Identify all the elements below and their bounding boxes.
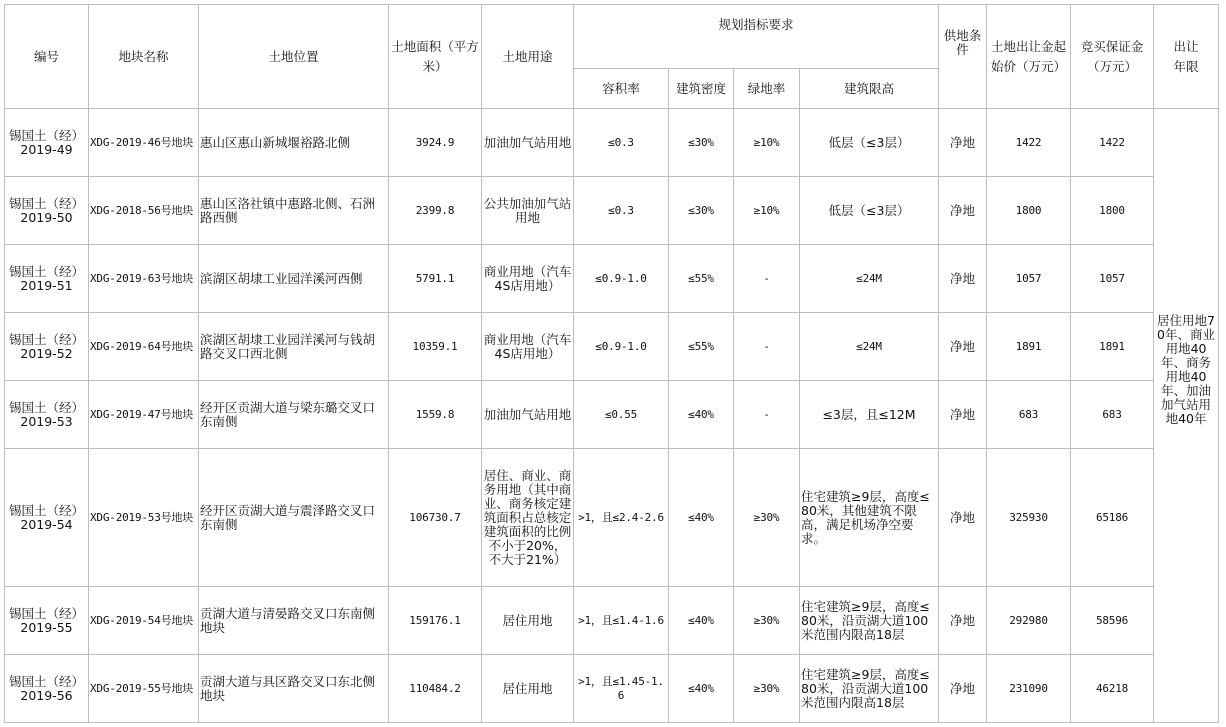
cell-use: 居住、商业、商务用地（其中商业、商务核定建筑面积占总核定建筑面积的比例不小于20%，不大于21%）: [482, 449, 574, 587]
cell-far: >1，且≤2.4-2.6: [574, 449, 669, 587]
cell-deposit: 58596: [1071, 587, 1154, 655]
cell-price: 1057: [987, 245, 1071, 313]
cell-id: 锡国土（经）2019-54: [5, 449, 89, 587]
cell-use: 商业用地（汽车4S店用地）: [482, 245, 574, 313]
table-row: [5, 655, 1219, 723]
cell-location: 贡湖大道与具区路交叉口东北侧地块: [199, 655, 389, 723]
cell-name: XDG-2018-56号地块: [89, 177, 199, 245]
cell-far: ≤0.9-1.0: [574, 245, 669, 313]
cell-deposit: 1057: [1071, 245, 1154, 313]
table-row: [5, 313, 1219, 381]
cell-height: 住宅建筑≥9层，高度≤80米，其他建筑不限高，满足机场净空要求。: [800, 449, 939, 587]
header-planning: 规划指标要求: [574, 5, 939, 69]
cell-name: XDG-2019-53号地块: [89, 449, 199, 587]
cell-deposit: 1891: [1071, 313, 1154, 381]
cell-height: 住宅建筑≥9层，高度≤80米，沿贡湖大道100米范围内限高18层: [800, 587, 939, 655]
cell-far: >1，且≤1.4-1.6: [574, 587, 669, 655]
cell-density: ≤40%: [669, 655, 734, 723]
header-term: 出让年限: [1154, 5, 1219, 109]
cell-use: 公共加油加气站用地: [482, 177, 574, 245]
table-row: [5, 245, 1219, 313]
header-height: 建筑限高: [800, 69, 939, 109]
cell-supply: 净地: [939, 381, 987, 449]
cell-area: 159176.1: [389, 587, 482, 655]
cell-green: ≥30%: [734, 449, 800, 587]
header-id: 编号: [5, 5, 89, 109]
cell-area: 10359.1: [389, 313, 482, 381]
header-name: 地块名称: [89, 5, 199, 109]
cell-deposit: 1800: [1071, 177, 1154, 245]
header-density: 建筑密度: [669, 69, 734, 109]
cell-density: ≤55%: [669, 245, 734, 313]
cell-id: 锡国土（经）2019-56: [5, 655, 89, 723]
cell-name: XDG-2019-47号地块: [89, 381, 199, 449]
header-use: 土地用途: [482, 5, 574, 109]
cell-location: 滨湖区胡埭工业园洋溪河西侧: [199, 245, 389, 313]
header-supply: 供地条件: [939, 5, 987, 109]
cell-height: ≤24M: [800, 313, 939, 381]
cell-height: 低层（≤3层）: [800, 177, 939, 245]
cell-id: 锡国土（经）2019-49: [5, 109, 89, 177]
cell-far: ≤0.3: [574, 177, 669, 245]
land-auction-table: [4, 4, 1219, 723]
cell-supply: 净地: [939, 587, 987, 655]
header-price: 土地出让金起始价（万元）: [987, 5, 1071, 109]
cell-price: 1422: [987, 109, 1071, 177]
cell-supply: 净地: [939, 449, 987, 587]
cell-density: ≤30%: [669, 177, 734, 245]
header-deposit: 竞买保证金（万元）: [1071, 5, 1154, 109]
cell-density: ≤30%: [669, 109, 734, 177]
cell-price: 1891: [987, 313, 1071, 381]
cell-name: XDG-2019-63号地块: [89, 245, 199, 313]
cell-height: 住宅建筑≥9层，高度≤80米，沿贡湖大道100米范围内限高18层: [800, 655, 939, 723]
cell-far: ≤0.3: [574, 109, 669, 177]
cell-name: XDG-2019-55号地块: [89, 655, 199, 723]
cell-green: ≥10%: [734, 177, 800, 245]
table-row: [5, 177, 1219, 245]
cell-green: -: [734, 313, 800, 381]
header-far: 容积率: [574, 69, 669, 109]
header-location: 土地位置: [199, 5, 389, 109]
header-green: 绿地率: [734, 69, 800, 109]
cell-use: 居住用地: [482, 655, 574, 723]
cell-supply: 净地: [939, 655, 987, 723]
cell-location: 惠山区惠山新城堰裕路北侧: [199, 109, 389, 177]
cell-green: -: [734, 381, 800, 449]
cell-green: ≥30%: [734, 587, 800, 655]
cell-green: ≥30%: [734, 655, 800, 723]
cell-location: 滨湖区胡埭工业园洋溪河与钱胡路交叉口西北侧: [199, 313, 389, 381]
cell-density: ≤55%: [669, 313, 734, 381]
cell-area: 1559.8: [389, 381, 482, 449]
cell-price: 292980: [987, 587, 1071, 655]
cell-price: 1800: [987, 177, 1071, 245]
cell-term: 居住用地70年、商业用地40年、商务用地40年、加油加气站用地40年: [1154, 109, 1219, 723]
cell-height: ≤3层，且≤12M: [800, 381, 939, 449]
table-row: [5, 587, 1219, 655]
cell-area: 5791.1: [389, 245, 482, 313]
cell-area: 3924.9: [389, 109, 482, 177]
cell-deposit: 1422: [1071, 109, 1154, 177]
cell-location: 贡湖大道与清晏路交叉口东南侧地块: [199, 587, 389, 655]
cell-density: ≤40%: [669, 381, 734, 449]
cell-height: 低层（≤3层）: [800, 109, 939, 177]
table-row: [5, 381, 1219, 449]
cell-deposit: 46218: [1071, 655, 1154, 723]
cell-supply: 净地: [939, 177, 987, 245]
cell-far: >1，且≤1.45-1.6: [574, 655, 669, 723]
cell-id: 锡国土（经）2019-50: [5, 177, 89, 245]
cell-id: 锡国土（经）2019-55: [5, 587, 89, 655]
cell-area: 106730.7: [389, 449, 482, 587]
cell-area: 2399.8: [389, 177, 482, 245]
cell-density: ≤40%: [669, 449, 734, 587]
cell-use: 商业用地（汽车4S店用地）: [482, 313, 574, 381]
cell-supply: 净地: [939, 313, 987, 381]
cell-price: 231090: [987, 655, 1071, 723]
cell-green: -: [734, 245, 800, 313]
cell-name: XDG-2019-46号地块: [89, 109, 199, 177]
cell-density: ≤40%: [669, 587, 734, 655]
cell-far: ≤0.55: [574, 381, 669, 449]
cell-use: 加油加气站用地: [482, 109, 574, 177]
cell-use: 加油加气站用地: [482, 381, 574, 449]
cell-supply: 净地: [939, 245, 987, 313]
cell-id: 锡国土（经）2019-51: [5, 245, 89, 313]
cell-price: 683: [987, 381, 1071, 449]
cell-id: 锡国土（经）2019-52: [5, 313, 89, 381]
cell-name: XDG-2019-54号地块: [89, 587, 199, 655]
table-row: [5, 449, 1219, 587]
cell-height: ≤24M: [800, 245, 939, 313]
cell-far: ≤0.9-1.0: [574, 313, 669, 381]
cell-name: XDG-2019-64号地块: [89, 313, 199, 381]
cell-deposit: 65186: [1071, 449, 1154, 587]
table-row: [5, 109, 1219, 177]
cell-location: 惠山区洛社镇中惠路北侧、石洲路西侧: [199, 177, 389, 245]
cell-area: 110484.2: [389, 655, 482, 723]
cell-price: 325930: [987, 449, 1071, 587]
cell-location: 经开区贡湖大道与震泽路交叉口东南侧: [199, 449, 389, 587]
cell-deposit: 683: [1071, 381, 1154, 449]
cell-supply: 净地: [939, 109, 987, 177]
header-area: 土地面积（平方米）: [389, 5, 482, 109]
cell-use: 居住用地: [482, 587, 574, 655]
cell-id: 锡国土（经）2019-53: [5, 381, 89, 449]
cell-location: 经开区贡湖大道与梁东璐交叉口东南侧: [199, 381, 389, 449]
cell-green: ≥10%: [734, 109, 800, 177]
